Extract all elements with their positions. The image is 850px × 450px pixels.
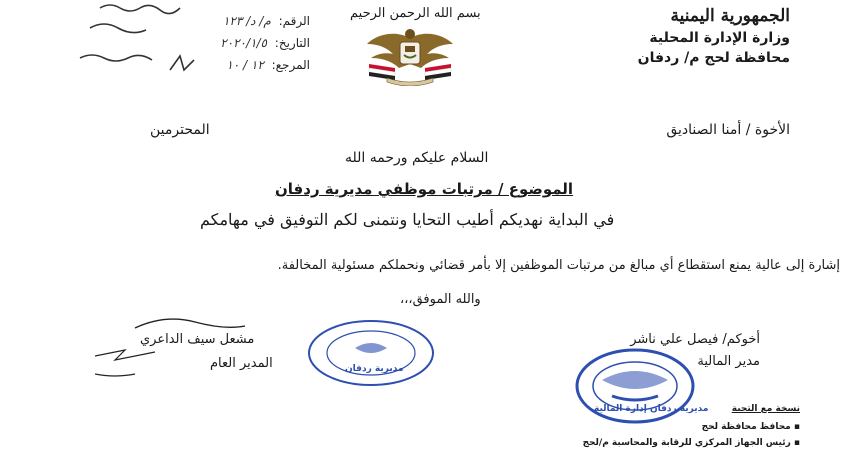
country-name: الجمهورية اليمنية bbox=[670, 6, 790, 26]
copy-item-label: محافظ محافظة لحج bbox=[701, 422, 791, 432]
body-text: إشارة إلى عالية يمنع استقطاع أي مبالغ من مرتبات الموظفين إلا بأمر قضائي ونحملكم مسئولية المخالفة. bbox=[277, 258, 840, 273]
reference-attachments-value: ١٢ / ١٠ bbox=[226, 58, 264, 72]
reference-date-value: ٢٠٢٠/١/٥ bbox=[220, 36, 267, 50]
reference-number-label: الرقم: bbox=[278, 14, 310, 28]
reference-number-value: م/ د/ ١٢٣ bbox=[222, 14, 271, 28]
reference-attachments-label: المرجع: bbox=[271, 58, 310, 72]
recipient: الأخوة / أمنا الصناديق bbox=[666, 122, 790, 138]
left-signature-icon bbox=[95, 312, 315, 392]
right-signatory-title: مدير المالية bbox=[697, 354, 760, 369]
left-stamp-text: مديرية ردفان bbox=[345, 364, 404, 374]
right-signatory-name: أخوكم/ فيصل علي ناشر bbox=[630, 332, 760, 347]
copies-heading: نسخة مع التحية bbox=[731, 404, 800, 414]
opening-line: في البداية نهديكم أطيب التحايا ونتمنى لكم التوفيق في مهامكم bbox=[200, 210, 615, 229]
greeting: السلام عليكم ورحمه الله bbox=[345, 150, 489, 166]
copy-item: ▪ رئيس الجهاز المركزي للرقابة والمحاسبة م/لحج bbox=[582, 438, 800, 448]
copy-item: ▪ محافظ محافظة لحج bbox=[701, 422, 800, 432]
reference-date-label: التاريخ: bbox=[274, 36, 310, 50]
copy-item-label: رئيس الجهاز المركزي للرقابة والمحاسبة م/لحج bbox=[582, 438, 791, 448]
basmala: بسم الله الرحمن الرحيم bbox=[350, 6, 481, 21]
right-stamp bbox=[572, 346, 709, 426]
handwriting-scribble-icon bbox=[60, 0, 250, 85]
yemen-emblem-icon bbox=[365, 24, 455, 86]
honorific: المحترمين bbox=[150, 122, 210, 138]
right-stamp-text: مديرية ردفان إدارة المالية bbox=[594, 404, 709, 414]
left-signatory-name: مشعل سيف الداعري bbox=[140, 332, 255, 347]
subject: الموضوع / مرتبات موظفي مديرية ردفان bbox=[275, 180, 574, 198]
ministry-name: وزارة الإدارة المحلية bbox=[649, 30, 790, 46]
left-signatory-title: المدير العام bbox=[210, 356, 273, 371]
closing: والله الموفق،،، bbox=[400, 292, 481, 307]
left-stamp bbox=[305, 318, 437, 388]
governorate-name: محافظة لحج م/ ردفان bbox=[637, 50, 790, 66]
